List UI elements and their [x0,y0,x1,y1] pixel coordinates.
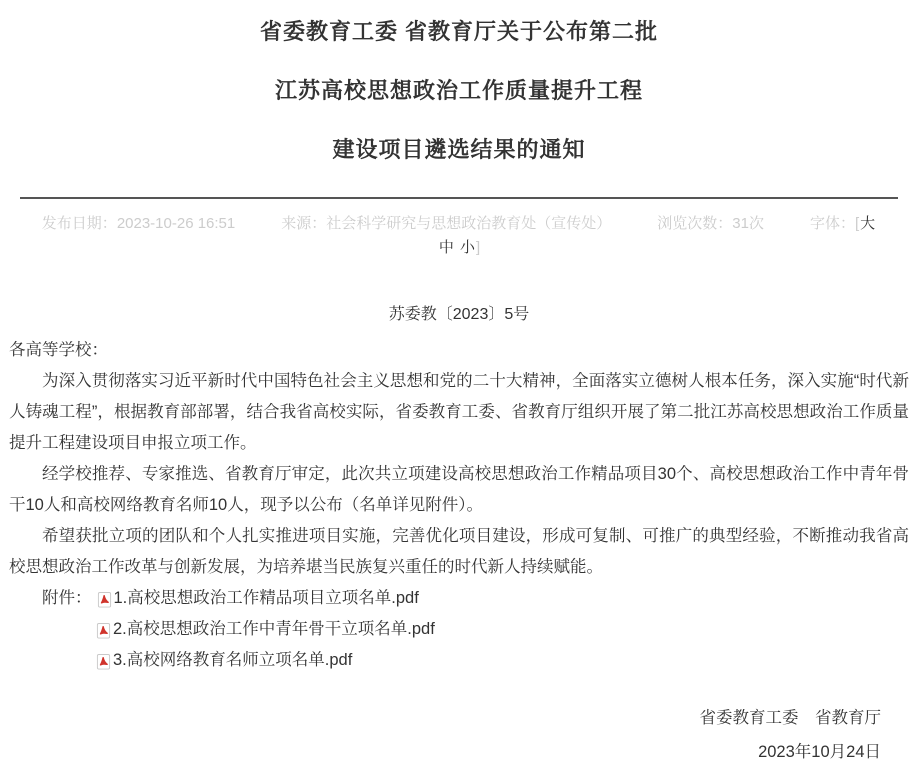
pdf-icon [96,654,111,670]
publish-date-label: 发布日期： [41,215,117,232]
attachment-row [9,614,909,645]
publish-date [42,213,235,235]
title-line-3: 建设项目遴选结果的通知 [332,137,586,162]
meta-line-1 [0,213,918,235]
notice-title [0,0,918,162]
paragraph-3: 希望获批立项的团队和个人扎实推进项目实施，完善优化项目建设，形成可复制、可推广的典型经验，不断推动我省高校思想政治工作改革与创新发展，为培养堪当民族复兴重任的时代新人持续赋能。 [9,527,909,576]
document-body [0,335,918,768]
font-size-medium-button[interactable]: 中 [438,239,454,256]
paragraph-1: 为深入贯彻落实习近平新时代中国特色社会主义思想和党的二十大精神，全面落实立德树人根本任务，深入实施“时代新人铸魂工程”，根据教育部部署，结合我省高校实际，省委教育工委、省教育厅组织开展了第二批江苏高校思想政治工作质量提升工程建设项目申报立项工作。 [9,372,909,452]
attachment-link-3[interactable]: 3.高校网络教育名师立项名单.pdf [113,651,353,669]
signature-block [9,703,909,768]
publish-date-value: 2023-10-26 16:51 [116,215,236,232]
issue-date: 2023年10月24日 [758,743,881,761]
source [281,213,611,235]
title-line-2: 江苏高校思想政治工作质量提升工程 [274,78,643,103]
font-size-label: 字体： [809,215,855,232]
title-line-1: 省委教育工委 省教育厅关于公布第二批 [259,19,659,44]
view-count-label: 浏览次数： [657,215,733,232]
attachments [9,583,909,676]
issuing-authority: 省委教育工委 省教育厅 [699,709,881,727]
attachment-row [9,645,909,676]
attachment-row [9,583,909,614]
pdf-icon [96,623,111,639]
meta-line-2 [0,235,918,261]
view-count-value: 31次 [732,215,764,232]
attachment-link-2[interactable]: 2.高校思想政治工作中青年骨干立项名单.pdf [113,620,435,638]
source-value: 社会科学研究与思想政治教育处（宣传处） [326,215,612,232]
paragraph-2: 经学校推荐、专家推选、省教育厅审定，此次共立项建设高校思想政治工作精品项目30个、高校思想政治工作中青年骨干10人和高校网络教育名师10人，现予以公布（名单详见附件）。 [9,465,909,514]
meta-bar [0,213,918,261]
document-number: 苏委教〔2023〕5号 [388,306,530,323]
font-size-small-button[interactable]: 小 [460,239,476,256]
source-label: 来源： [281,215,327,232]
font-bracket-close: ] [476,239,481,256]
title-divider [20,197,898,199]
attachment-link-1[interactable]: 1.高校思想政治工作精品项目立项名单.pdf [113,589,419,607]
attachments-label: 附件： [42,589,92,607]
font-size-large-button[interactable]: 大 [860,215,876,232]
font-size-control [810,213,876,235]
pdf-icon [97,592,112,608]
view-count [657,213,764,235]
salutation: 各高等学校： [9,341,108,359]
font-bracket-open: [ [855,215,860,232]
